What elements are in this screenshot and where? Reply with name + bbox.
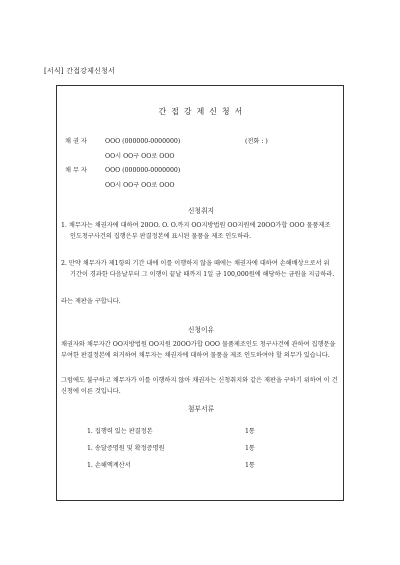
- reason-heading: 신청이유: [187, 326, 215, 334]
- reason-paragraph-2: 그럼에도 불구하고 채무자가 이를 이행하지 않아 채권자는 신청취지와 같은 재판을 구하기 위하여 이 건 신청에 이른 것입니다.: [61, 377, 338, 396]
- attachment-item-3-count: 1통: [245, 462, 255, 469]
- debtor-role: 채 무 자: [65, 167, 87, 174]
- attachment-item-1-name: 1. 집행력 있는 판결정본: [87, 428, 153, 435]
- creditor-role: 채 권 자: [65, 138, 87, 145]
- purpose-item-2: 2. 만약 채무자가 제1항의 기간 내에 이를 이행하지 않을 때에는 채권자에 대하여 손해배상으로서 위 기간이 경과한 다음날부터 그 이행이 끝날 때까지 1일 금 100,000원에 해당하는 금원을 지급하라.: [61, 260, 335, 279]
- attachment-item-1-count: 1통: [245, 428, 255, 435]
- purpose-closing: 라는 재판을 구합니다.: [61, 298, 121, 305]
- attachment-item-2-count: 1통: [245, 445, 255, 452]
- debtor-address: OO시 OO구 OO로 OOO: [105, 182, 175, 189]
- debtor-name-id: OOO (000000-0000000): [105, 167, 181, 174]
- reason-paragraph-1: 채권자와 채무자간 OO지방법원 OO지원 20OO가합 OOO 물품제조인도 청구사건에 관하여 집행문을 부여한 판결정본에 의거하여 채무자는 채권자에 대하여 물품을 제조 인도하여야 할 의무가 있습니다.: [61, 341, 336, 360]
- creditor-name-id: OOO (000000-0000000): [105, 138, 181, 145]
- form-label: [서식] 간접강제신청서: [44, 67, 115, 75]
- attachment-item-3-name: 1. 손해액계산서: [87, 462, 131, 469]
- purpose-heading: 신청취지: [187, 207, 215, 215]
- creditor-phone: (전화 : ): [245, 138, 268, 145]
- attachment-item-2-name: 1. 송달증명원 및 확정증명원: [87, 445, 165, 452]
- attachments-heading: 첨부서류: [187, 405, 215, 413]
- document-title: 간 접 강 제 신 청 서: [158, 107, 244, 116]
- creditor-address: OO시 OO구 OO로 OOO: [105, 153, 175, 160]
- purpose-item-1: 1. 채무자는 채권자에 대하여 20OO. O. O.까지 OO지방법원 OO지원에 20OO가합 OOO 물품제조 인도청구사건의 집행은부 판결정본에 표시된 물품을 제조 인도하라.: [61, 222, 331, 241]
- application-form: [56, 85, 344, 501]
